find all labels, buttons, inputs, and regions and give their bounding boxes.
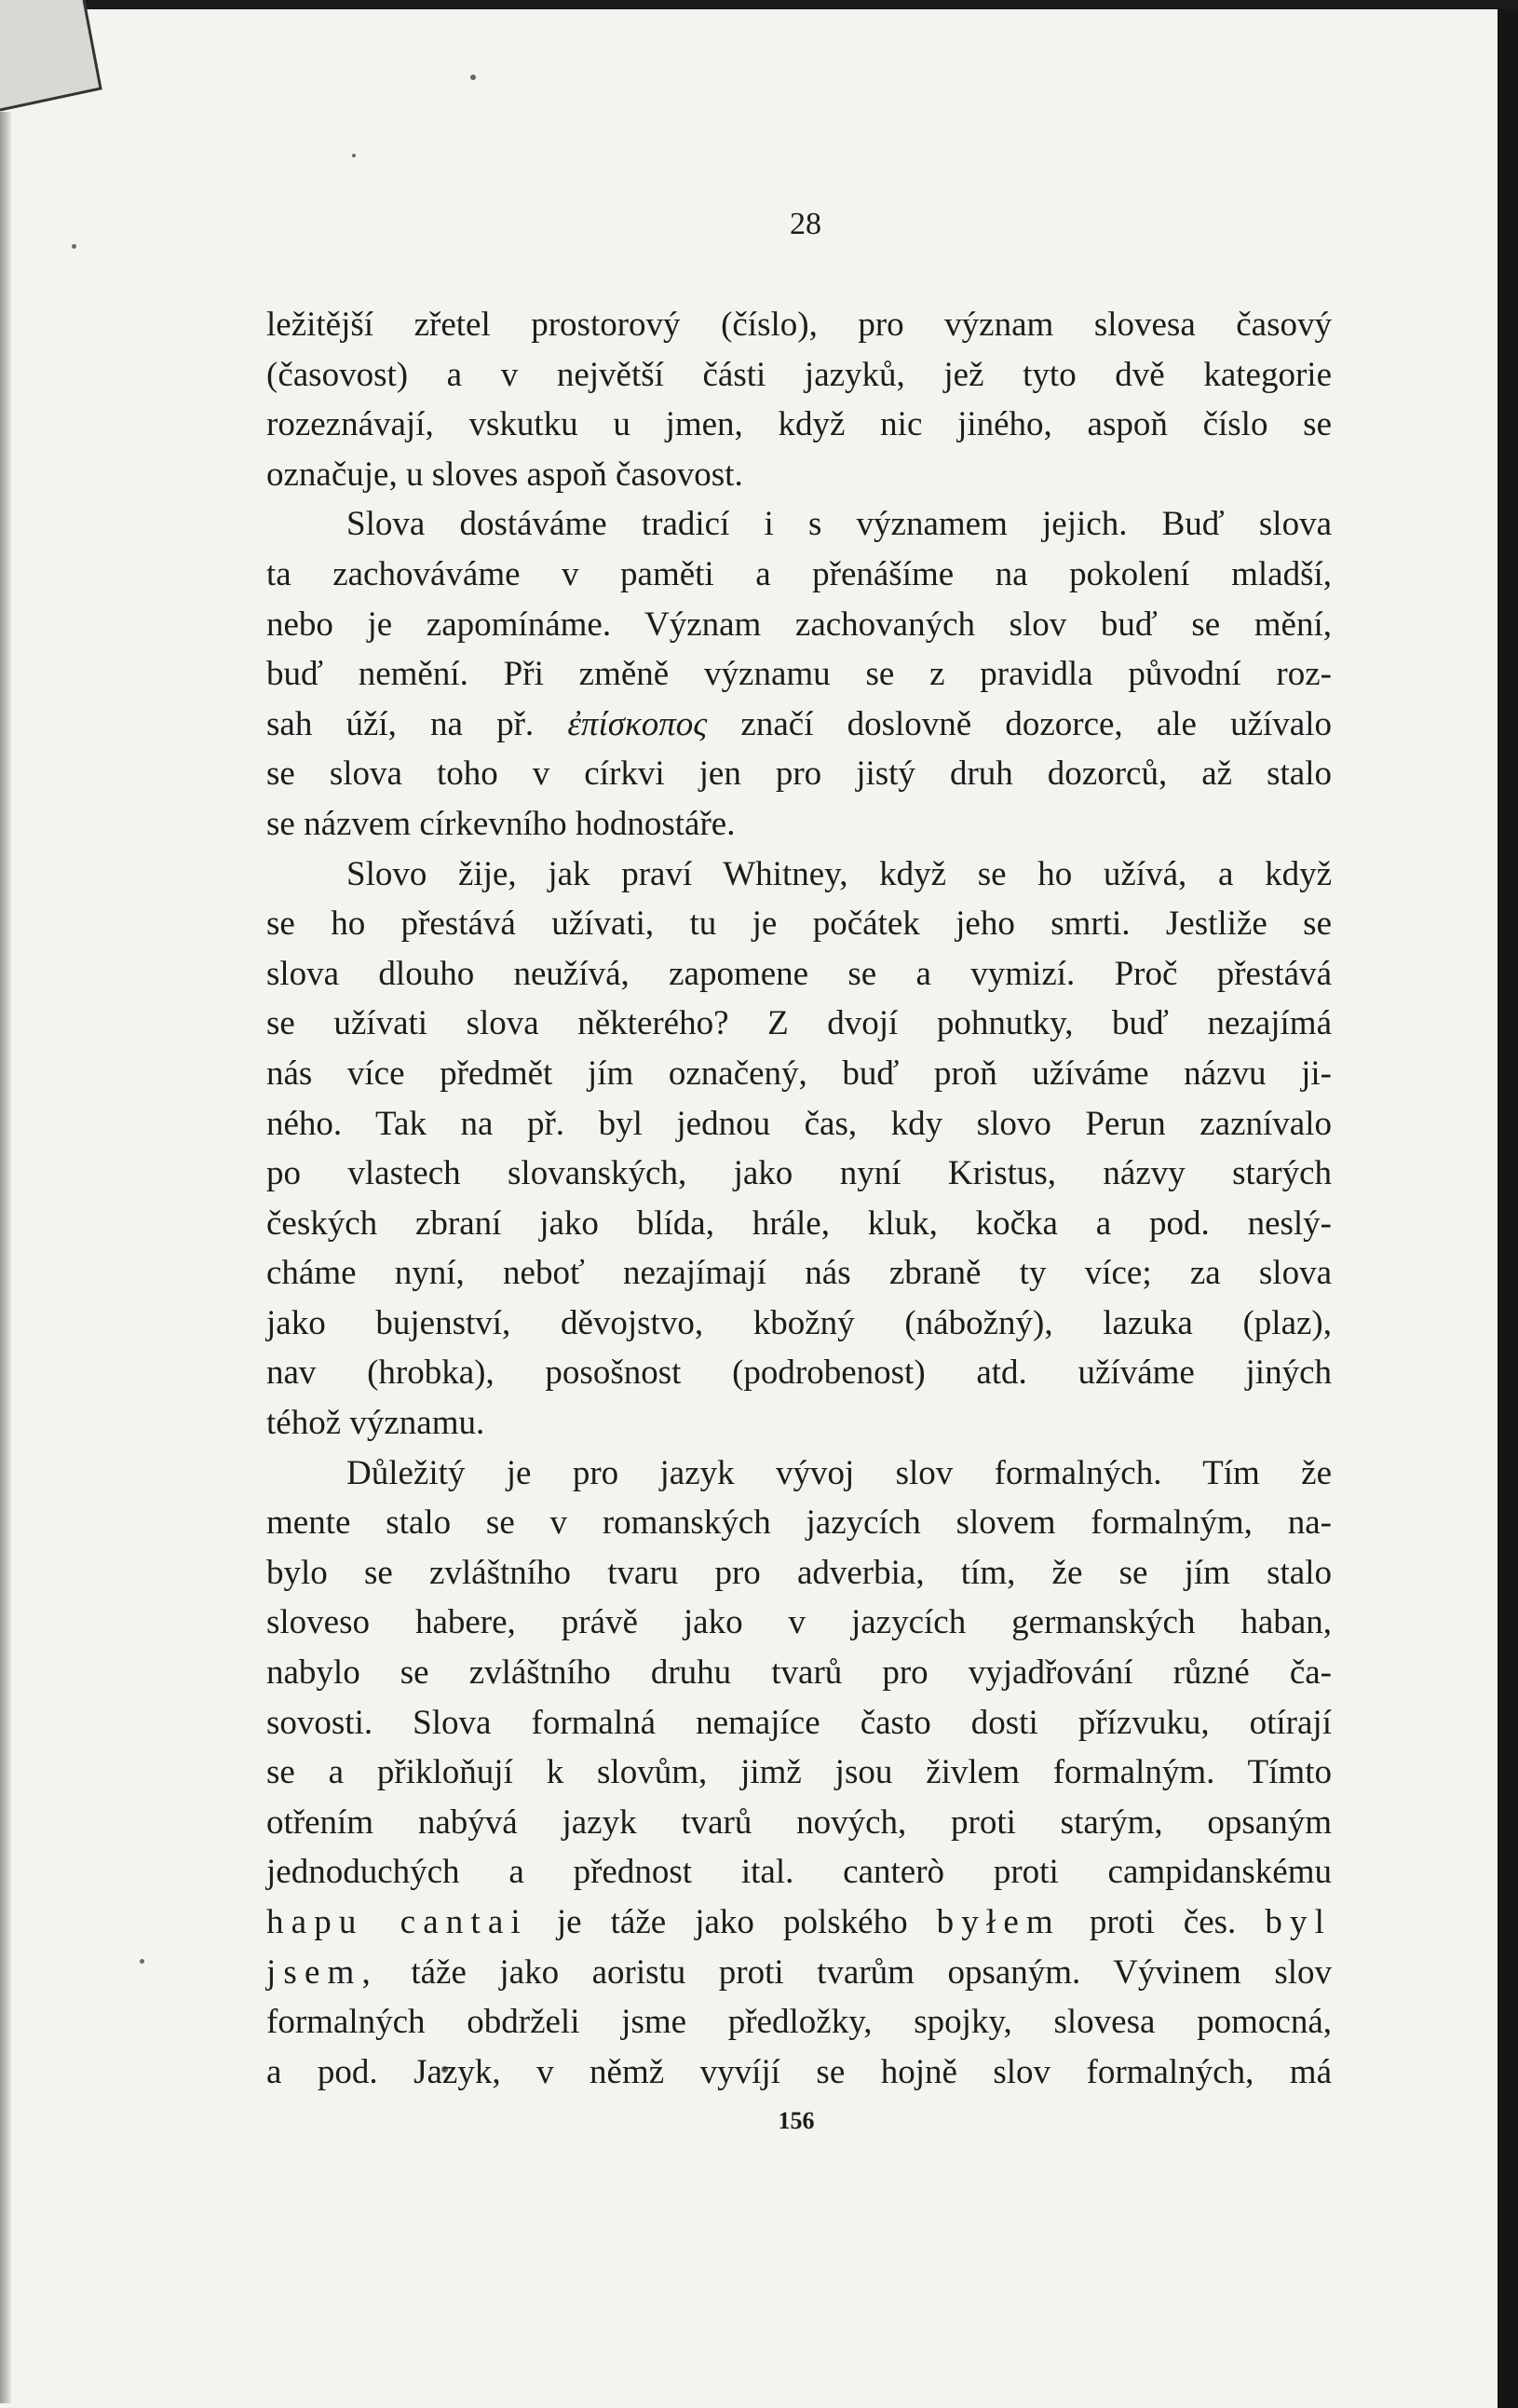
greek-word: ἐπίσκοπος	[567, 704, 708, 743]
text-line: nav (hrobka), posošnost (podrobenost) atd. užíváme jiných	[266, 1354, 1332, 1393]
scan-top-edge	[84, 0, 1518, 9]
text-line: Slova dostáváme tradicí i s významem jejich. Buď slova	[346, 505, 1332, 544]
text-line	[266, 700, 1332, 750]
text-line: cháme nyní, neboť nezajímají nás zbraně ty více; za slova	[266, 1254, 1332, 1293]
text-line: a pod. Jazyk, v němž vyvíjí se hojně slov formalných, má	[266, 2052, 1332, 2091]
text-line: Důležitý je pro jazyk vývoj slov formalných. Tím že	[346, 1453, 1332, 1492]
text-line: otřením nabývá jazyk tvarů nových, proti starým, opsaným	[266, 1803, 1332, 1842]
text-line: slova dlouho neužívá, zapomene se a vymizí. Proč přestává	[266, 954, 1332, 993]
text-segment: táže jako aoristu proti tvarům opsaným. Vývinem slov	[411, 1952, 1333, 1992]
text-line: nebo je zapomínáme. Význam zachovaných slov buď se mění,	[266, 605, 1332, 644]
text-segment: značí doslovně dozorce, ale užívalo	[740, 704, 1332, 743]
text-line: se a přikloňují k slovům, jimž jsou živlem formalným. Tímto	[266, 1753, 1332, 1792]
text-line: Slovo žije, jak praví Whitney, když se ho užívá, a když	[346, 854, 1332, 893]
text-line: se názvem církevního hodnostáře.	[266, 804, 736, 843]
text-line: českých zbraní jako blída, hrále, kluk, kočka a pod. neslý-	[266, 1204, 1332, 1243]
text-line: ta zachováváme v paměti a přenášíme na pokolení mladší,	[266, 554, 1332, 593]
text-line: bylo se zvláštního tvaru pro adverbia, tím, že se jím stalo	[266, 1553, 1332, 1592]
scan-speck	[140, 1959, 144, 1964]
text-segment: je táže jako polského	[556, 1903, 908, 1941]
page-number: 28	[790, 207, 821, 241]
text-line: ležitější zřetel prostorový (číslo), pro význam slovesa časový	[266, 306, 1332, 344]
text-segment: proti čes.	[1089, 1903, 1237, 1941]
text-line: jednoduchých a přednost ital. canterò proti campidanskému	[266, 1853, 1332, 1892]
text-line: ného. Tak na př. byl jednou čas, kdy slovo Perun zaznívalo	[266, 1104, 1332, 1143]
text-line: téhož významu.	[266, 1404, 485, 1443]
text-line: nabylo se zvláštního druhu tvarů pro vyjadřování různé ča-	[266, 1653, 1332, 1693]
text-line: rozeznávají, vskutku u jmen, když nic jiného, aspoň číslo se	[266, 405, 1332, 444]
text-line	[266, 1898, 1332, 1948]
text-line	[266, 1948, 1332, 1998]
text-line: sloveso habere, právě jako v jazycích germanských haban,	[266, 1603, 1332, 1642]
spaced-word: jsem,	[266, 1952, 378, 1992]
text-line: (časovost) a v největší části jazyků, jež tyto dvě kategorie	[266, 355, 1332, 394]
folded-corner-shape	[0, 0, 112, 121]
signature-mark: 156	[778, 2107, 815, 2134]
spaced-word: byl	[1265, 1903, 1333, 1941]
scan-left-edge	[0, 112, 11, 2403]
text-line: se slova toho v církvi jen pro jistý druh dozorců, až stalo	[266, 755, 1332, 794]
text-line: sovosti. Slova formalná nemajíce často dosti přízvuku, otírají	[266, 1703, 1332, 1742]
scan-speck	[72, 244, 76, 249]
body-text	[266, 300, 1332, 2097]
text-line: po vlastech slovanských, jako nyní Kristus, názvy starých	[266, 1154, 1332, 1193]
text-segment: sah úží, na př.	[266, 704, 535, 743]
spaced-word: byłem	[936, 1903, 1061, 1941]
scan-speck	[352, 154, 356, 157]
text-line: formalných obdrželi jsme předložky, spojky, slovesa pomocná,	[266, 2003, 1332, 2042]
text-line: buď nemění. Při změně významu se z pravidla původní roz-	[266, 655, 1332, 694]
scan-speck	[470, 75, 476, 80]
text-line: nás více předmět jím označený, buď proň užíváme názvu ji-	[266, 1054, 1332, 1093]
text-line: jako bujenství, děvojstvo, kbožný (nábožný), lazuka (plaz),	[266, 1303, 1332, 1342]
text-line: se ho přestává užívati, tu je počátek jeho smrti. Jestliže se	[266, 905, 1332, 944]
text-line: mente stalo se v romanských jazycích slovem formalným, na-	[266, 1503, 1332, 1543]
text-line: označuje, u sloves aspoň časovost.	[266, 455, 743, 494]
scan-right-border	[1498, 9, 1518, 2408]
spaced-word: hapu cantai	[266, 1903, 528, 1941]
text-line: se užívati slova některého? Z dvojí pohnutky, buď nezajímá	[266, 1004, 1332, 1043]
